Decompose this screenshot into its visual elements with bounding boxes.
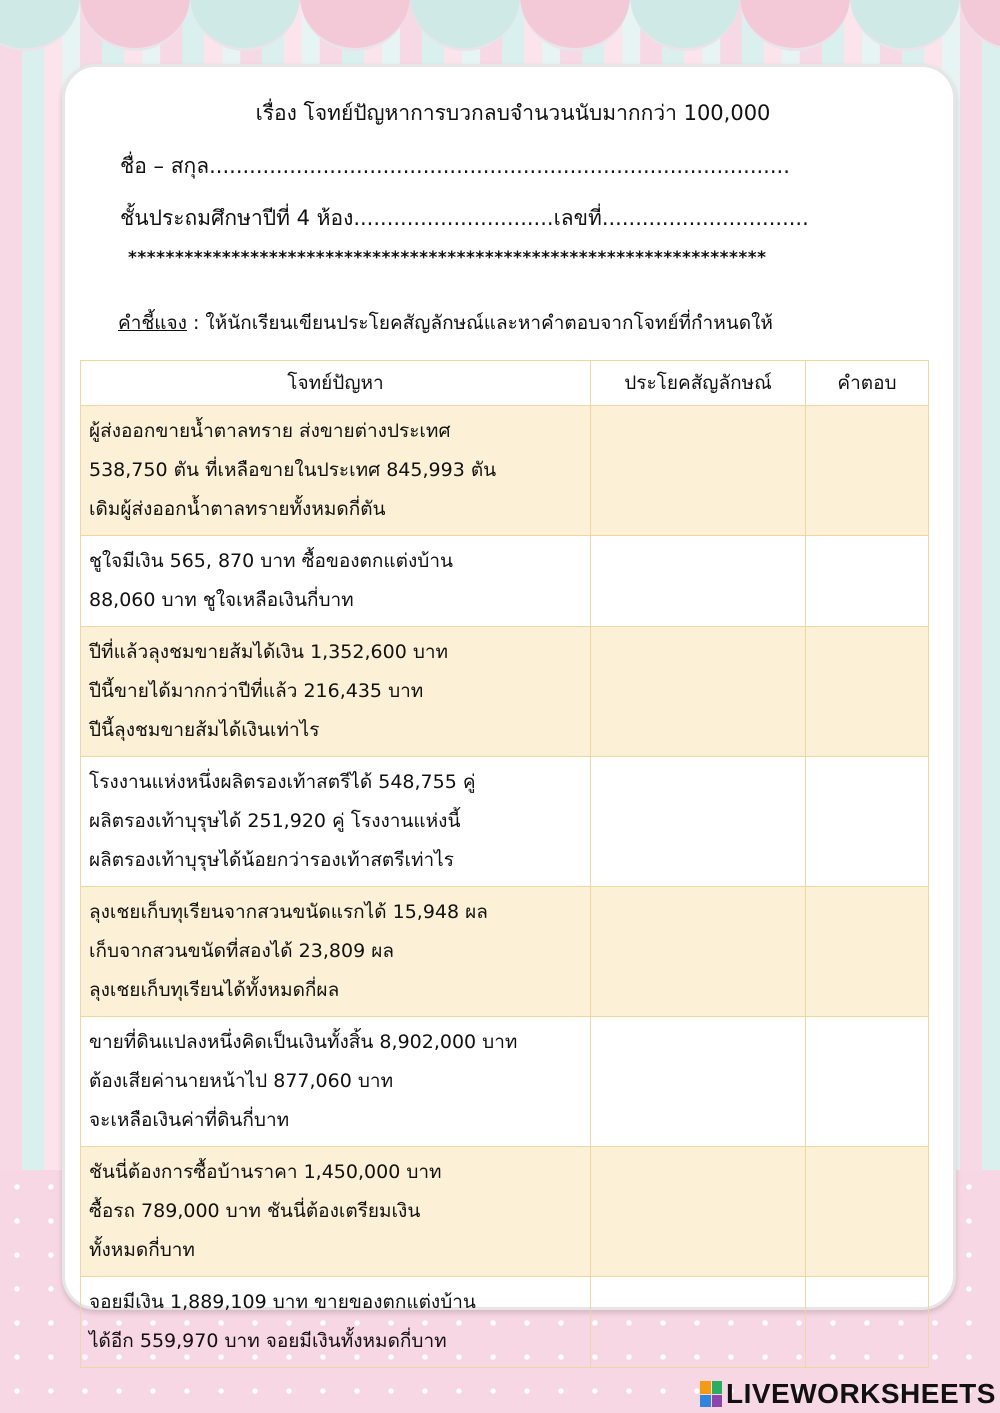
problem-text-line: ปีที่แล้วลุงชมขายส้มได้เงิน 1,352,600 บาท <box>89 641 449 663</box>
answer-cell[interactable] <box>806 1147 929 1277</box>
table-row <box>81 1017 929 1147</box>
problem-text-line: ปีนี้ลุงชมขายส้มได้เงินเท่าไร <box>89 719 320 741</box>
problem-text-line: ขายที่ดินแปลงหนึ่งคิดเป็นเงินทั้งสิ้น 8,902,000 บาท <box>89 1031 518 1053</box>
header-answer: คำตอบ <box>806 361 929 406</box>
awning-scallop <box>850 0 960 51</box>
awning-scallop <box>960 0 1000 51</box>
table-row <box>81 406 929 536</box>
number-sentence-cell[interactable] <box>591 757 806 887</box>
liveworksheets-logo <box>700 1378 996 1410</box>
problem-cell <box>81 536 591 627</box>
problem-cell <box>81 627 591 757</box>
problem-text-line: โรงงานแห่งหนึ่งผลิตรองเท้าสตรีได้ 548,755 คู่ <box>89 771 476 793</box>
awning-scallop <box>740 0 850 51</box>
answer-cell[interactable] <box>806 757 929 887</box>
problem-text-line: ลุงเชยเก็บทุเรียนจากสวนขนัดแรกได้ 15,948 ผล <box>89 901 488 923</box>
awning-scallop <box>630 0 740 51</box>
problem-text-line: ปีนี้ขายได้มากกว่าปีที่แล้ว 216,435 บาท <box>89 680 424 702</box>
problem-text-line: เดิมผู้ส่งออกน้ำตาลทรายทั้งหมดกี่ตัน <box>89 498 386 520</box>
problem-text-line: ผลิตรองเท้าบุรุษได้ 251,920 คู่ โรงงานแห่งนี้ <box>89 810 461 832</box>
answer-cell[interactable] <box>806 1277 929 1368</box>
table-row <box>81 1277 929 1368</box>
number-sentence-cell[interactable] <box>591 406 806 536</box>
number-sentence-cell[interactable] <box>591 1147 806 1277</box>
liveworksheets-logo-text: LIVEWORKSHEETS <box>726 1378 996 1409</box>
table-row <box>81 887 929 1017</box>
table-header-row <box>81 361 929 406</box>
problem-text-line: ลุงเชยเก็บทุเรียนได้ทั้งหมดกี่ผล <box>89 979 340 1001</box>
answer-cell[interactable] <box>806 627 929 757</box>
table-row <box>81 1147 929 1277</box>
problem-text-line: ทั้งหมดกี่บาท <box>89 1239 195 1261</box>
problem-text-line: จอยมีเงิน 1,889,109 บาท ขายของตกแต่งบ้าน <box>89 1291 476 1313</box>
number-sentence-cell[interactable] <box>591 887 806 1017</box>
problem-cell <box>81 1147 591 1277</box>
awning-scallop <box>0 0 80 51</box>
problem-cell <box>81 406 591 536</box>
instruction-colon: : <box>186 312 206 334</box>
answer-cell[interactable] <box>806 536 929 627</box>
awning-scallop <box>520 0 630 51</box>
problem-text-line: ชูใจมีเงิน 565, 870 บาท ซื้อของตกแต่งบ้าน <box>89 550 453 572</box>
header-problem: โจทย์ปัญหา <box>81 361 591 406</box>
separator-stars: ******************************************************************** <box>128 248 767 268</box>
number-sentence-cell[interactable] <box>591 1017 806 1147</box>
problem-cell <box>81 1277 591 1368</box>
problem-text-line: จะเหลือเงินค่าที่ดินกี่บาท <box>89 1109 290 1131</box>
answer-cell[interactable] <box>806 406 929 536</box>
problem-cell <box>81 887 591 1017</box>
number-sentence-cell[interactable] <box>591 536 806 627</box>
answer-cell[interactable] <box>806 1017 929 1147</box>
header-number-sentence: ประโยคสัญลักษณ์ <box>591 361 806 406</box>
worksheet-title: เรื่อง โจทย์ปัญหาการบวกลบจำนวนนับมากกว่า 100,000 <box>255 101 771 125</box>
awning-scallop <box>410 0 520 51</box>
table-row <box>81 627 929 757</box>
problem-text-line: 88,060 บาท ชูใจเหลือเงินกี่บาท <box>89 589 354 611</box>
problem-text-line: ผลิตรองเท้าบุรุษได้น้อยกว่ารองเท้าสตรีเท่าไร <box>89 849 454 871</box>
instruction-text: ให้นักเรียนเขียนประโยคสัญลักษณ์และหาคำตอบจากโจทย์ที่กำหนดให้ <box>205 312 773 334</box>
problem-text-line: ผู้ส่งออกขายน้ำตาลทราย ส่งขายต่างประเทศ <box>89 420 451 442</box>
instruction-label: คำชี้แจง <box>118 312 187 334</box>
awning-scallop <box>190 0 300 51</box>
awning-scallop <box>300 0 410 51</box>
table-row <box>81 757 929 887</box>
problem-cell <box>81 1017 591 1147</box>
problem-text-line: ต้องเสียค่านายหน้าไป 877,060 บาท <box>89 1070 394 1092</box>
number-sentence-cell[interactable] <box>591 1277 806 1368</box>
liveworksheets-logo-icon <box>700 1381 722 1407</box>
instruction <box>118 308 773 338</box>
answer-cell[interactable] <box>806 887 929 1017</box>
number-sentence-cell[interactable] <box>591 627 806 757</box>
problem-text-line: 538,750 ตัน ที่เหลือขายในประเทศ 845,993 ตัน <box>89 459 497 481</box>
problem-cell <box>81 757 591 887</box>
name-line[interactable]: ชื่อ – สกุล....................................................................................... <box>120 154 790 178</box>
problem-table <box>80 360 929 1368</box>
class-line[interactable]: ชั้นประถมศึกษาปีที่ 4 ห้อง..............................เลขที่............................... <box>120 206 809 230</box>
awning-scallop <box>80 0 190 51</box>
problem-text-line: เก็บจากสวนขนัดที่สองได้ 23,809 ผล <box>89 940 394 962</box>
problem-text-line: ชันนี่ต้องการซื้อบ้านราคา 1,450,000 บาท <box>89 1161 442 1183</box>
problem-text-line: ได้อีก 559,970 บาท จอยมีเงินทั้งหมดกี่บาท <box>89 1330 447 1352</box>
table-row <box>81 536 929 627</box>
scalloped-awning <box>0 0 1000 60</box>
problem-text-line: ซื้อรถ 789,000 บาท ชันนี่ต้องเตรียมเงิน <box>89 1200 421 1222</box>
